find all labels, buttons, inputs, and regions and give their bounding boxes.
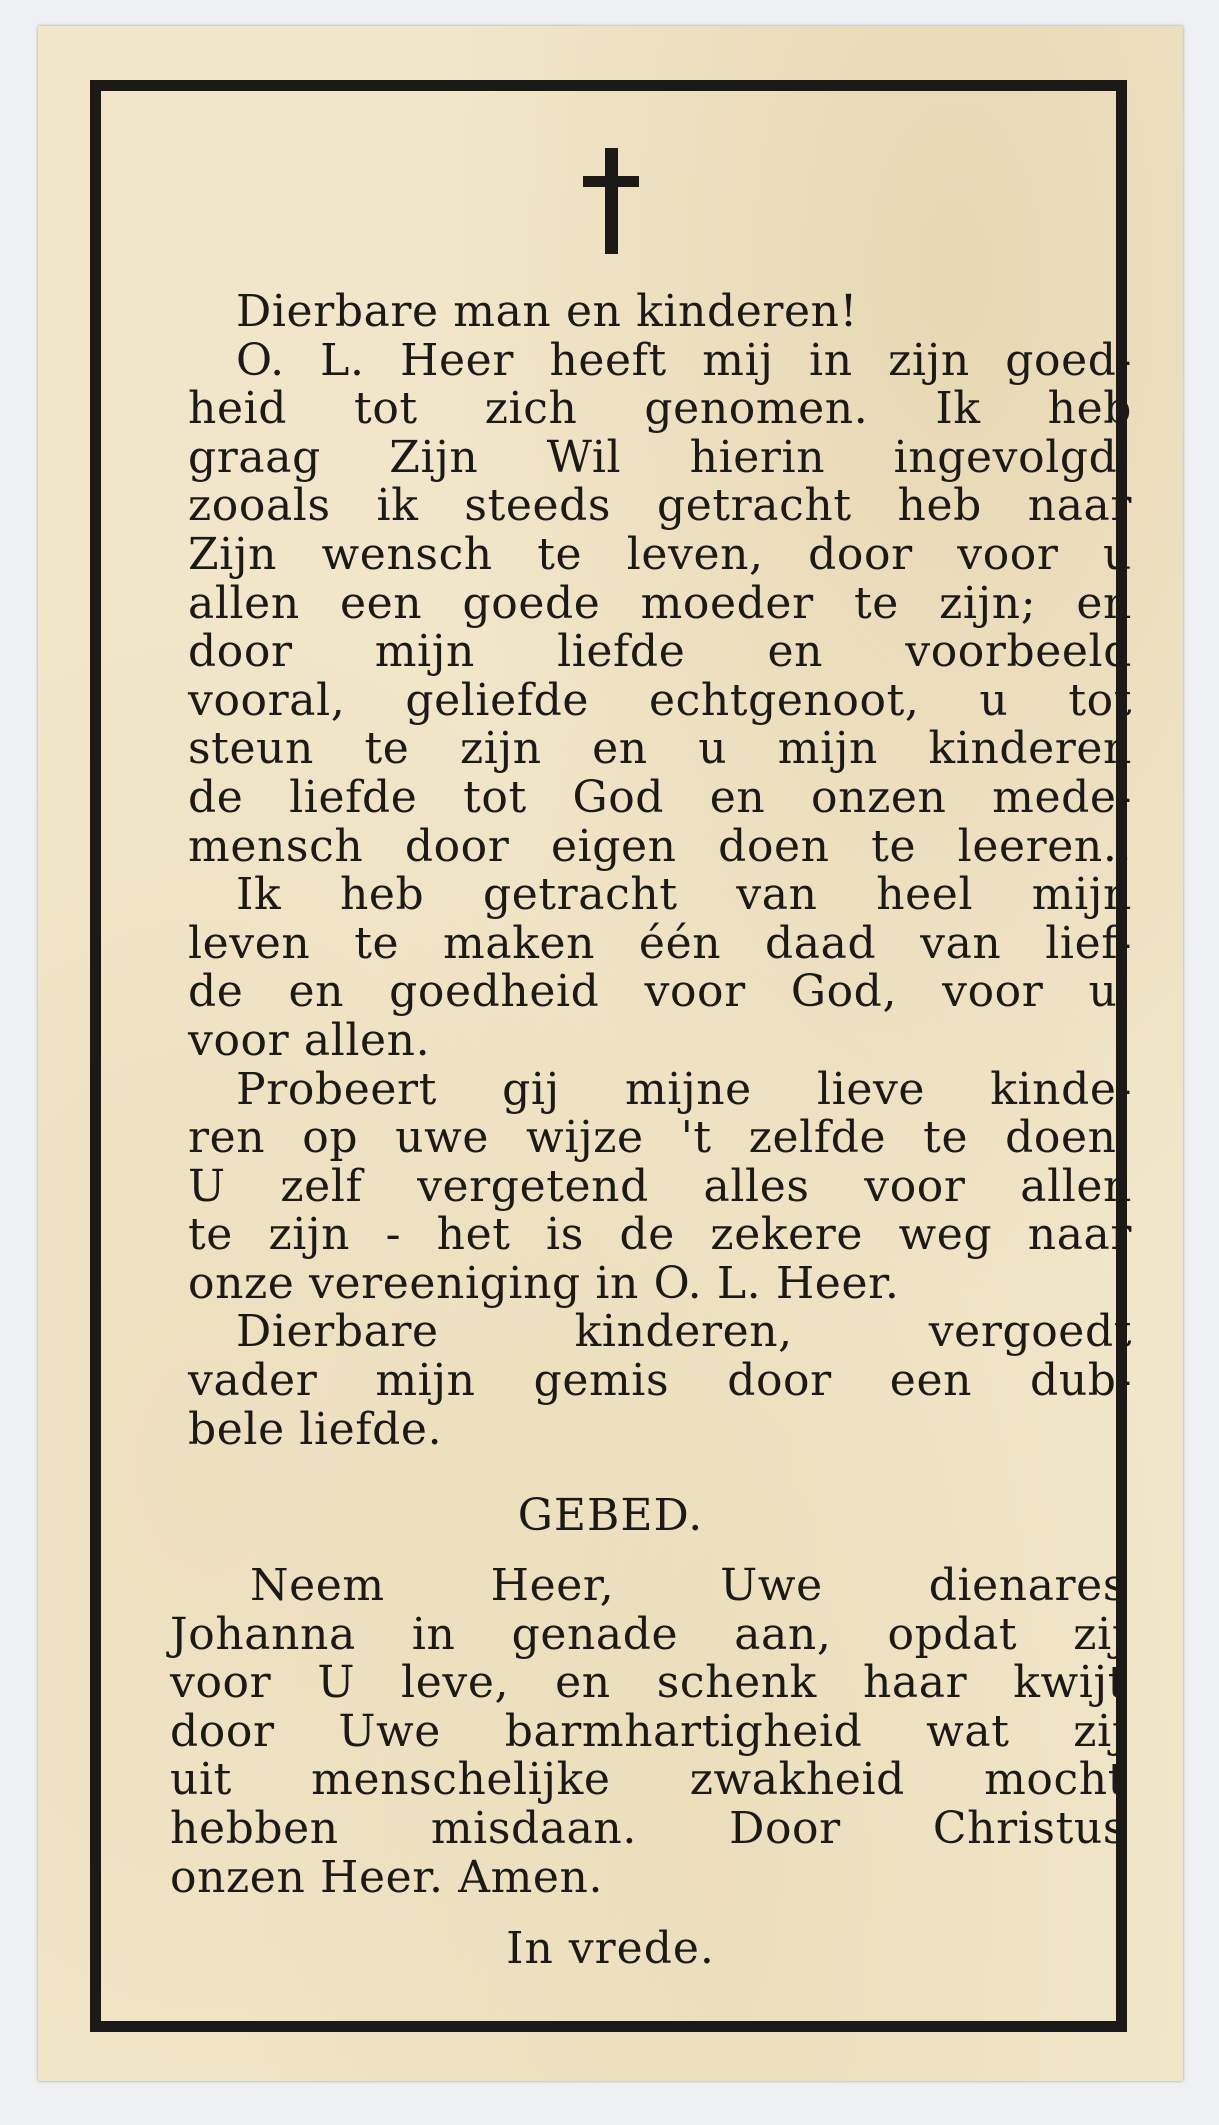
- text-line: Ik heb getracht van heel mijn: [236, 869, 1132, 921]
- text-line: heid tot zich genomen. Ik heb: [188, 383, 1132, 435]
- text-line: Dierbare man en kinderen!: [236, 286, 858, 337]
- text-line: Dierbare kinderen, vergoedt: [236, 1306, 1132, 1358]
- prayer-line: uit menschelijke zwakheid mocht: [170, 1754, 1126, 1806]
- prayer-line: onzen Heer. Amen.: [170, 1851, 604, 1903]
- text-line: leven te maken één daad van lief-: [188, 917, 1132, 969]
- text-line: ren op uwe wijze 't zelfde te doen:: [188, 1112, 1132, 1164]
- text-line: Zijn wensch te leven, door voor u: [188, 528, 1132, 580]
- latin-cross-icon: [583, 148, 639, 254]
- prayer-line: door Uwe barmhartigheid wat zij: [170, 1705, 1126, 1757]
- text-line: voor allen.: [188, 1014, 431, 1066]
- main-text: [188, 288, 1132, 1454]
- text-line: mensch door eigen doen te leeren..: [188, 820, 1132, 872]
- text-line: bele liefde.: [188, 1403, 443, 1455]
- text-line: zooals ik steeds getracht heb naar: [188, 480, 1132, 532]
- text-line: onze vereeniging in O. L. Heer.: [188, 1257, 900, 1309]
- prayer-line: hebben misdaan. Door Christus: [170, 1802, 1126, 1854]
- prayer-line: Johanna in genade aan, opdat zij: [170, 1608, 1126, 1660]
- prayer-text: [170, 1562, 1126, 1902]
- text-line: steun te zijn en u mijn kinderen: [188, 723, 1132, 775]
- text-line: Probeert gij mijne lieve kinde-: [236, 1063, 1132, 1115]
- prayer-line: voor U leve, en schenk haar kwijt: [170, 1657, 1126, 1709]
- closing-text: In vrede.: [506, 1923, 715, 1974]
- text-line: door mijn liefde en voorbeeld: [188, 626, 1132, 678]
- text-line: U zelf vergetend alles voor allen: [188, 1160, 1132, 1212]
- cross-vertical-bar: [605, 148, 618, 254]
- prayer-line: Neem Heer, Uwe dienares: [250, 1560, 1126, 1611]
- cross-horizontal-bar: [583, 176, 639, 187]
- text-line: te zijn - het is de zekere weg naar: [188, 1209, 1132, 1261]
- text-line: vooral, geliefde echtgenoot, u tot: [188, 674, 1132, 726]
- text-line: graag Zijn Wil hierin ingevolgd,: [188, 431, 1132, 483]
- text-line: allen een goede moeder te zijn; en: [188, 577, 1132, 629]
- text-line: de liefde tot God en onzen mede-: [188, 771, 1132, 823]
- prayer-heading: GEBED.: [517, 1490, 704, 1541]
- text-line: de en goedheid voor God, voor u,: [188, 966, 1132, 1018]
- text-line: vader mijn gemis door een dub-: [188, 1355, 1132, 1407]
- memorial-card: [38, 26, 1183, 2081]
- text-line: O. L. Heer heeft mij in zijn goed-: [236, 334, 1132, 386]
